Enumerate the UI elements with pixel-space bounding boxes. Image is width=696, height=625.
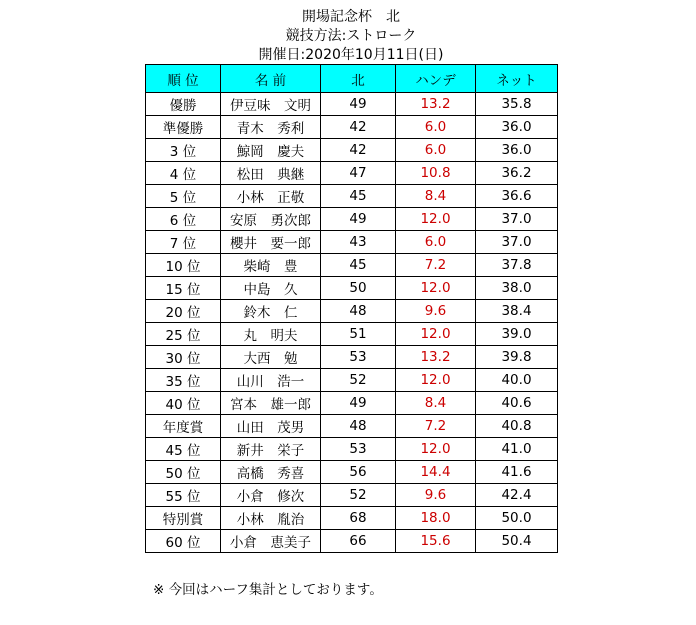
handicap-cell: 15.6: [396, 530, 476, 553]
north-score-cell: 52: [321, 484, 396, 507]
header-row: [146, 65, 558, 93]
rank-cell: 特別賞: [146, 507, 221, 530]
handicap-cell: 10.8: [396, 162, 476, 185]
column-header-name: 名 前: [221, 65, 321, 93]
net-score-cell: 38.4: [476, 300, 558, 323]
handicap-cell: 6.0: [396, 139, 476, 162]
net-score-cell: 40.0: [476, 369, 558, 392]
handicap-cell: 13.2: [396, 93, 476, 116]
north-score-cell: 49: [321, 208, 396, 231]
column-header-handicap: ハンデ: [396, 65, 476, 93]
handicap-cell: 12.0: [396, 369, 476, 392]
name-cell: 小林 正敬: [221, 185, 321, 208]
name-cell: 中島 久: [221, 277, 321, 300]
net-score-cell: 40.8: [476, 415, 558, 438]
column-header-north: 北: [321, 65, 396, 93]
name-cell: 安原 勇次郎: [221, 208, 321, 231]
handicap-cell: 9.6: [396, 484, 476, 507]
table-row: [146, 461, 558, 484]
net-score-cell: 38.0: [476, 277, 558, 300]
rank-cell: 55 位: [146, 484, 221, 507]
table-row: [146, 415, 558, 438]
name-cell: 新井 栄子: [221, 438, 321, 461]
table-row: [146, 530, 558, 553]
rank-cell: 30 位: [146, 346, 221, 369]
north-score-cell: 43: [321, 231, 396, 254]
north-score-cell: 47: [321, 162, 396, 185]
north-score-cell: 48: [321, 300, 396, 323]
name-cell: 高橋 秀喜: [221, 461, 321, 484]
handicap-cell: 8.4: [396, 185, 476, 208]
rank-cell: 15 位: [146, 277, 221, 300]
table-row: [146, 484, 558, 507]
north-score-cell: 51: [321, 323, 396, 346]
table-row: [146, 300, 558, 323]
event-title: 開場記念杯 北: [302, 9, 400, 25]
rank-cell: 25 位: [146, 323, 221, 346]
rank-cell: 20 位: [146, 300, 221, 323]
event-date: 開催日:2020年10月11日(日): [258, 47, 444, 63]
footer-note: ※ 今回はハーフ集計としております。: [153, 582, 383, 598]
handicap-cell: 7.2: [396, 415, 476, 438]
north-score-cell: 52: [321, 369, 396, 392]
rank-cell: 50 位: [146, 461, 221, 484]
name-cell: 鯨岡 慶夫: [221, 139, 321, 162]
north-score-cell: 56: [321, 461, 396, 484]
name-cell: 柴崎 豊: [221, 254, 321, 277]
north-score-cell: 49: [321, 392, 396, 415]
table-row: [146, 254, 558, 277]
column-header-rank: 順 位: [146, 65, 221, 93]
table-row: [146, 208, 558, 231]
net-score-cell: 42.4: [476, 484, 558, 507]
north-score-cell: 48: [321, 415, 396, 438]
table-row: [146, 438, 558, 461]
handicap-cell: 18.0: [396, 507, 476, 530]
table-row: [146, 185, 558, 208]
handicap-cell: 8.4: [396, 392, 476, 415]
north-score-cell: 45: [321, 185, 396, 208]
north-score-cell: 53: [321, 346, 396, 369]
results-table-header: [146, 65, 558, 93]
rank-cell: 45 位: [146, 438, 221, 461]
net-score-cell: 50.0: [476, 507, 558, 530]
results-table-body: [146, 93, 558, 553]
net-score-cell: 41.0: [476, 438, 558, 461]
name-cell: 山川 浩一: [221, 369, 321, 392]
net-score-cell: 36.0: [476, 116, 558, 139]
competition-format: 競技方法:ストローク: [285, 28, 417, 44]
name-cell: 小林 胤治: [221, 507, 321, 530]
name-cell: 松田 典継: [221, 162, 321, 185]
handicap-cell: 12.0: [396, 277, 476, 300]
north-score-cell: 49: [321, 93, 396, 116]
net-score-cell: 37.8: [476, 254, 558, 277]
net-score-cell: 39.8: [476, 346, 558, 369]
north-score-cell: 50: [321, 277, 396, 300]
net-score-cell: 36.6: [476, 185, 558, 208]
rank-cell: 10 位: [146, 254, 221, 277]
table-row: [146, 507, 558, 530]
rank-cell: 3 位: [146, 139, 221, 162]
table-row: [146, 139, 558, 162]
net-score-cell: 35.8: [476, 93, 558, 116]
north-score-cell: 53: [321, 438, 396, 461]
handicap-cell: 6.0: [396, 116, 476, 139]
table-row: [146, 277, 558, 300]
name-cell: 宮本 雄一郎: [221, 392, 321, 415]
title-block: [145, 8, 557, 65]
rank-cell: 35 位: [146, 369, 221, 392]
handicap-cell: 9.6: [396, 300, 476, 323]
column-header-net: ネット: [476, 65, 558, 93]
north-score-cell: 68: [321, 507, 396, 530]
name-cell: 小倉 修次: [221, 484, 321, 507]
north-score-cell: 42: [321, 139, 396, 162]
net-score-cell: 37.0: [476, 208, 558, 231]
north-score-cell: 42: [321, 116, 396, 139]
handicap-cell: 12.0: [396, 438, 476, 461]
net-score-cell: 36.2: [476, 162, 558, 185]
net-score-cell: 39.0: [476, 323, 558, 346]
handicap-cell: 14.4: [396, 461, 476, 484]
north-score-cell: 45: [321, 254, 396, 277]
rank-cell: 60 位: [146, 530, 221, 553]
rank-cell: 4 位: [146, 162, 221, 185]
handicap-cell: 7.2: [396, 254, 476, 277]
handicap-cell: 12.0: [396, 323, 476, 346]
table-row: [146, 392, 558, 415]
table-row: [146, 231, 558, 254]
net-score-cell: 40.6: [476, 392, 558, 415]
rank-cell: 優勝: [146, 93, 221, 116]
rank-cell: 5 位: [146, 185, 221, 208]
table-row: [146, 162, 558, 185]
north-score-cell: 66: [321, 530, 396, 553]
net-score-cell: 36.0: [476, 139, 558, 162]
name-cell: 小倉 恵美子: [221, 530, 321, 553]
name-cell: 鈴木 仁: [221, 300, 321, 323]
name-cell: 伊豆味 文明: [221, 93, 321, 116]
rank-cell: 6 位: [146, 208, 221, 231]
handicap-cell: 12.0: [396, 208, 476, 231]
name-cell: 大西 勉: [221, 346, 321, 369]
rank-cell: 40 位: [146, 392, 221, 415]
name-cell: 櫻井 要一郎: [221, 231, 321, 254]
results-table: [145, 64, 558, 553]
net-score-cell: 50.4: [476, 530, 558, 553]
table-row: [146, 323, 558, 346]
name-cell: 丸 明夫: [221, 323, 321, 346]
name-cell: 山田 茂男: [221, 415, 321, 438]
handicap-cell: 13.2: [396, 346, 476, 369]
table-row: [146, 346, 558, 369]
table-row: [146, 116, 558, 139]
table-row: [146, 369, 558, 392]
rank-cell: 年度賞: [146, 415, 221, 438]
table-row: [146, 93, 558, 116]
name-cell: 青木 秀利: [221, 116, 321, 139]
net-score-cell: 41.6: [476, 461, 558, 484]
rank-cell: 準優勝: [146, 116, 221, 139]
rank-cell: 7 位: [146, 231, 221, 254]
handicap-cell: 6.0: [396, 231, 476, 254]
net-score-cell: 37.0: [476, 231, 558, 254]
